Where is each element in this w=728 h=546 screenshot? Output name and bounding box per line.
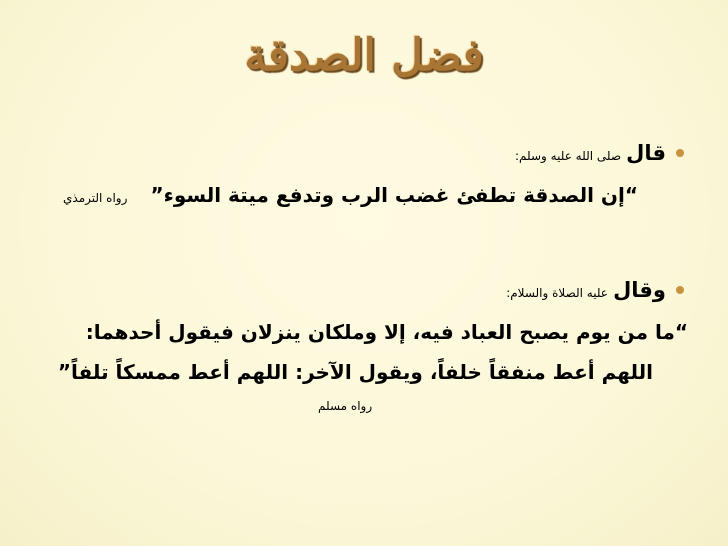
item1-qal: قال <box>626 141 666 165</box>
item2-hadith-line2: اللهم أعط منفقاً خلفاً، ويقول الآخر: اللهم أعط ممسكاً تلفاً” <box>57 360 653 384</box>
bullet-icon <box>676 286 684 294</box>
item1-source: رواه الترمذي <box>63 191 128 205</box>
item2-source: رواه مسلم <box>318 399 373 413</box>
item2-qal: وقال <box>613 278 666 302</box>
item2-intro <box>506 278 666 302</box>
item1-intro <box>515 141 666 165</box>
item2-salutation: عليه الصلاة والسلام: <box>506 286 608 300</box>
item1-hadith-line <box>150 183 638 207</box>
item2-hadith-line1: “ما من يوم يصبح العباد فيه، إلا وملكان ينزلان فيقول أحدهما: <box>85 320 688 344</box>
item1-salutation: صلى الله عليه وسلم: <box>515 149 622 163</box>
slide-title: فضل الصدقة <box>244 30 484 81</box>
bullet-icon <box>676 149 684 157</box>
item1-hadith: “إن الصدقة تطفئ غضب الرب وتدفع ميتة السوء” <box>150 183 638 207</box>
